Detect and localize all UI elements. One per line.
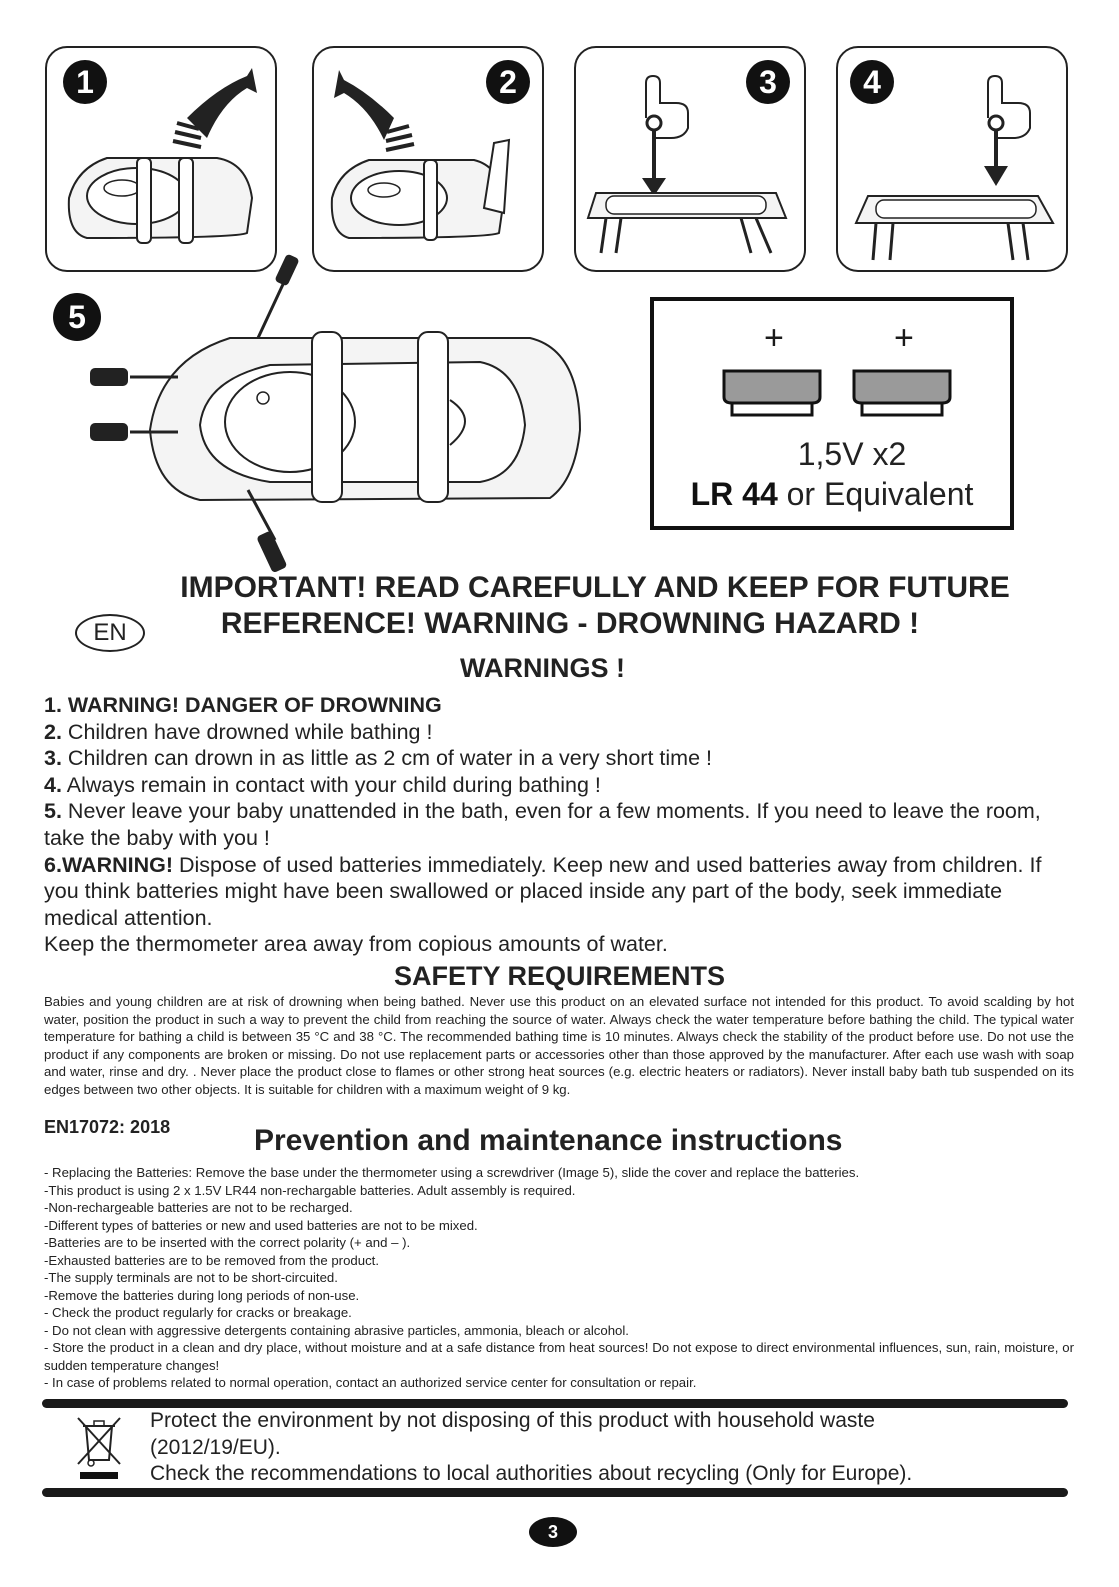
prevention-item: -The supply terminals are not to be short-circuited. xyxy=(44,1270,338,1285)
tub-screws-illustration xyxy=(80,250,600,580)
environment-line: Protect the environment by not disposing of this product with household waste xyxy=(150,1409,875,1432)
prevention-item: -Different types of batteries or new and used batteries are not to be mixed. xyxy=(44,1217,478,1233)
crossed-bin-icon xyxy=(74,1414,124,1482)
battery-icon xyxy=(722,369,822,417)
prevention-item: -Exhausted batteries are to be removed from the product. xyxy=(44,1252,379,1268)
page-number: 3 xyxy=(529,1517,577,1547)
battery-equivalent: or Equivalent xyxy=(777,476,974,512)
warnings-list xyxy=(44,692,1074,958)
step-1-panel xyxy=(45,46,277,272)
warning-footer: Keep the thermometer area away from copious amounts of water. xyxy=(44,932,668,957)
step-5-badge: 5 xyxy=(53,293,101,341)
battery-model: LR 44 xyxy=(690,476,778,512)
warning-item: 5. Never leave your baby unattended in the bath, even for a few moments. If you need to leave the room, take the baby with you ! xyxy=(44,799,1041,850)
step-2-badge: 2 xyxy=(486,60,530,104)
standard-code: EN17072: 2018 xyxy=(44,1117,171,1137)
warning-item: 2. Children have drowned while bathing ! xyxy=(44,719,433,744)
step-4-badge: 4 xyxy=(850,60,894,104)
step-3-badge: 3 xyxy=(746,60,790,104)
divider-top xyxy=(42,1399,1068,1408)
warning-item: 4. Always remain in contact with your child during bathing ! xyxy=(44,772,601,797)
warning-item: 1. WARNING! DANGER OF DROWNING xyxy=(44,693,442,717)
important-heading-line2: REFERENCE! WARNING - DROWNING HAZARD ! xyxy=(220,607,920,640)
prevention-item: - Check the product regularly for cracks or breakage. xyxy=(44,1305,352,1320)
environment-line: Check the recommendations to local authorities about recycling (Only for Europe). xyxy=(150,1462,913,1486)
environment-notice xyxy=(150,1408,1050,1488)
battery-model-line xyxy=(654,476,1010,513)
battery-icon xyxy=(852,369,952,417)
prevention-list xyxy=(44,1164,1074,1392)
step-1-badge: 1 xyxy=(63,60,107,104)
warning-item: 6.WARNING! Dispose of used batteries immediately. Keep new and used batteries away from children. If you think batteries might have been swallowed or placed inside any part of the body, seek immediate medical attention. xyxy=(44,852,1042,930)
prevention-title: Prevention and maintenance instructions xyxy=(254,1124,843,1157)
plus-sign-right: + xyxy=(894,319,914,357)
prevention-item: -This product is using 2 x 1.5V LR44 non-rechargable batteries. Adult assembly is required. xyxy=(44,1182,576,1198)
warnings-title: WARNINGS ! xyxy=(460,653,625,683)
step-5-illustration xyxy=(80,250,600,580)
warning-item: 3. Children can drown in as little as 2 cm of water in a very short time ! xyxy=(44,746,712,771)
step-4-panel xyxy=(836,46,1068,272)
prevention-item: -Remove the batteries during long periods of non-use. xyxy=(44,1287,360,1303)
battery-voltage: 1,5V x2 xyxy=(797,436,907,472)
safety-title: SAFETY REQUIREMENTS xyxy=(393,961,726,991)
step-2-panel xyxy=(312,46,544,272)
battery-info-box xyxy=(650,297,1014,530)
safety-requirements-text: Babies and young children are at risk of drowning when being bathed. Never use this product on an elevated surface not intended for this product. To avoid scalding by hot water, position the product in such a way to prevent the child from reaching the source of water. Always check the water temperature before bathing the child. The typical water temperature for bathing a child is between 35 °C and 38 °C. The recommended bathing time is 10 minutes. Always check the stability of the product before use. Do not use the product if any components are broken or missing. Do not use replacement parts or accessories other than those approved by the manufacturer. After each use wash with soap and water, rinse and dry. . Never place the product close to flames or other strong heat sources (e.g. electric heaters or radiators). Never install baby bath tub suspended on its edges between two other objects. It is suitable for children with a maximum weight of 9 kg. xyxy=(44,994,1074,1097)
divider-bottom xyxy=(42,1488,1068,1497)
prevention-item: - Do not clean with aggressive detergents containing abrasive particles, ammonia, bleach or alcohol. xyxy=(44,1322,629,1338)
step-3-panel xyxy=(574,46,806,272)
prevention-item: - Store the product in a clean and dry place, without moisture and at a safe distance from heat sources! Do not expose to direct environmental influences, sun, rain, moisture, or sudden temperature changes! xyxy=(44,1340,1074,1373)
plus-sign-left: + xyxy=(764,319,784,357)
environment-line: (2012/19/EU). xyxy=(150,1435,281,1459)
language-badge: EN xyxy=(75,614,145,652)
prevention-item: -Batteries are to be inserted with the correct polarity (+ and – ). xyxy=(44,1235,411,1250)
prevention-item: -Non-rechargeable batteries are not to be recharged. xyxy=(44,1200,353,1215)
prevention-item: - Replacing the Batteries: Remove the base under the thermometer using a screwdriver (Image 5), slide the cover and replace the batteries. xyxy=(44,1165,860,1180)
prevention-item: - In case of problems related to normal operation, contact an authorized service center for consultation or repair. xyxy=(44,1375,697,1390)
important-heading-line1: IMPORTANT! READ CAREFULLY AND KEEP FOR FUTURE xyxy=(180,571,1010,604)
